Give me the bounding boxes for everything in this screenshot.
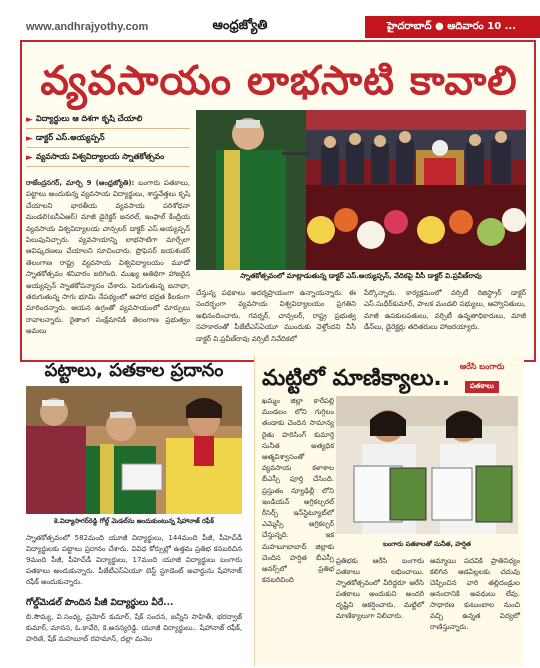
masthead [20,16,538,38]
awards-subhead: గోల్డ్‌మెడల్ పొందిన పీజీ విద్యార్థులు వీరే... [26,598,174,608]
story-dateline: రాజేంద్రనగర్, మార్చి 9 (ఆంధ్రజ్యోతి): [26,179,135,187]
bullet-list [26,114,190,171]
bullet-item [26,133,190,148]
gems-title: మట్టిలో మాణిక్యాలు.. [262,366,451,391]
gold-medal-badge [450,362,514,393]
bullet-item [26,114,190,129]
story-text: బంగారు పతకాలు, పట్టాలు అందుకున్న వ్యవసాయ విద్యార్థులు, శాస్త్రవేత్తలు కృషి చేయాలని భారతీయ వ్యవసాయ పరిశోధనా మండలి(ఐసీఏఆర్) మాజీ డైరెక్టర్ జనరల్, ఇంఫాల్ కేంద్రీయ వ్యవసాయ విశ్వవిద్యాలయ చాన్సలర్ డాక్టర్ ఎస్.అయ్యప్పన్ పిలుపునిచ్చారు. వ్యవసాయాన్ని లాభసాటిగా మార్చేలా ఆవిష్కరణలు చేయాలని సూచించారు. ప్రొఫెసర్ జయశంకర్ తెలంగాణ రాష్ట్ర వ్యవసాయ విశ్వవిద్యాలయం మూడో స్నాతకోత్సవం శనివారం జరిగింది. ముఖ్య అతిథిగా హాజరైన అయ్యప్పన్ స్నాతకోపన్యాసం చేశారు. పెరుగుతున్న జనాభా, తరుగుతున్న సాగు భూమి నేపథ్యంలో ఆహార భద్రత కీలకంగా మారిందన్నారు. ఆయన ఉగ్రంతో వ్యవసాయంలో మార్పులు రావాలన్నారు. రైతాంగ సంక్షేమానికి తెలంగాణ ప్రభుత్వం అమలు [26,179,190,336]
convocation-photo [196,110,526,270]
badge-line-2: పతకాలు [465,381,499,393]
awards-body: స్నాతకోత్సవంలో 582మంది యూజీ విద్యార్థులు, 144మంది పీజీ, పీహెచ్‌డీ విద్యార్థులకు పట్టాలు ప్రదానం చేశారు. వివిధ కోర్సుల్లో ఉత్తమ ప్రతిభ కనబరిచిన 9మంది పీజీ, పీహెచ్‌డీ విద్యార్థులు, 17మంది యూజీ విద్యార్థులు బంగారు పతకాలు అందుకున్నారు. పీజేటీఎస్ఏయూ బెస్ట్ స్టూడెంట్ అవార్డును షేహానాజ్ రఫీక్ అందుకున్నారు. [26,534,242,586]
arrow-icon: ► [26,152,33,163]
gems-left-text: ఖమ్మం జిల్లా కారేపల్లి మండలం లోని గుగ్గిలం తండాకు చెందిన సామాన్య రైతు హరిసింగ్ కుమార్తె సునీత అత్యధిక ఆత్మవిశ్వాసంతో వ్యవసాయ కళాశాల బీఎస్సీ పూర్తి చేసింది. ప్రస్తుతం న్యూఢిల్లీ లోని ఇండియన్ అగ్రికల్చరల్ రీసెర్చ్ ఇన్‌స్టిట్యూట్‌లో ఎమ్మెస్సీ అగ్రికల్చర్ చేస్తున్నది. ఇక మహబూబాబాద్ జిల్లాకు చెందిన హర్షిత బీఎస్సీ ఆనర్స్‌లో ప్రతిభ కనబరిచింది [262,397,334,585]
awards-title: పట్టాలు, పతకాల ప్రదానం [44,360,224,381]
lower-column: పేర్కొన్నారు. కార్యక్రమంలో వర్సిటీ రిజిస్ట్రార్ డాక్టర్ ఎస్.సుధీర్‌కుమార్, పాలక మండలి సభ్యులు, ఆహ్వానితులు, మాజీ ఉపకులపతులు, వర్సిటీ ఉన్నతాధికారులు, మాజీ డీన్‌లు, డైరెక్టర్లు తదితరులు హాజరయ్యారు. [364,289,526,332]
gems-right-text: ఆమ్మాయి పదవికి ప్రాతినిధ్యం కలిగిన ఆడపిల్లలకు చదువు చెప్పించిన వారి తల్లిదండ్రుల ఆనందానికి అవధులు లేవు. సాధారణ కుటుంబాల నుంచి వచ్చి ఉన్నత విద్యలో రాణిస్తున్నారు. [430,557,520,631]
bullet-text: వ్యవసాయ విశ్వవిద్యాలయ స్నాతకోత్సవం [35,152,165,161]
bullet-text: విద్యార్థులు ఆ దిశగా కృషి చేయాలి [35,114,143,123]
top-story-body [26,178,190,338]
arrow-icon: ► [26,114,33,125]
awards-body-2: బి.సౌమ్య, వి.సంధ్య, ప్రమోద్ కుమార్, షేక్ సందన, జన్నీని సాహితీ, భరద్వాజ్ కుమార్, మానస, ఓ.కావేరి, కె.అనన్యరెడ్డి. యూజీ విద్యార్థులు.. షేహానాజ్ రఫీక్, హరిణి, షేక్ మహబూబ్ రహమాన్, దల్లా మనెల [26,613,242,643]
badge-line-1: ఆరేసి బంగారు [459,362,505,371]
lower-column: చేస్తున్న పథకాలు ఆదర్శప్రాయంగా ఉన్నాయన్నారు. ఈ సందర్భంగా వ్యవసాయ విశ్వవిద్యాలయం ప్రగతిని అభినందించారు. గవర్నర్, చాన్సలర్, రాష్ట్ర ప్రభుత్వ సహకారంతో పీజేటీఎస్ఏయూ ముందుకు వెళ్తోందని వీసీ డాక్టర్ వి.ప్రవీణ్‌రావు వర్సిటీ నివేదికలో [196,289,356,343]
arrow-icon: ► [26,133,33,144]
award-photo-caption: కె.విద్యాసాగర్‌రెడ్డి గోల్డ్ మెడల్‌ను అందుకుంటున్న షేహానాజ్ రఫీక్ [54,517,214,525]
gems-photo [336,396,518,534]
bullet-item [26,152,190,167]
gems-mid-text: ప్రతిభకు ఆరేసి బంగారు పతకాలు లభించాయి. స్నాతకోత్సవంలో వీరిద్దరూ ఆరేసి పతకాలు అందుకుని అందరి దృష్టిని ఆకర్షించారు. మట్టిలో మాణిక్యాలుగా నిలిచారు. [336,557,424,620]
award-photo [26,386,242,514]
newspaper-logo: ఆంధ్రజ్యోతి [212,18,268,33]
main-photo-caption: స్నాతకోత్సవంలో మాట్లాడుతున్న డాక్టర్ ఎస్.అయ్యప్పన్, వేదికపై వీసీ డాక్టర్ వి.ప్రవీణ్‌రావు [240,272,482,280]
edition-dateline: హైదరాబాద్ ● ఆదివారం 10 ... [365,16,540,38]
gems-photo-caption: బంగారు పతకాలతో సునీత, హర్షిత [383,540,471,548]
headline: వ్యవసాయం లాభసాటి కావాలి [40,58,518,104]
site-url[interactable]: www.andhrajyothy.com [26,21,149,33]
bullet-text: డాక్టర్ ఎస్.అయ్యప్పన్ [35,133,105,142]
